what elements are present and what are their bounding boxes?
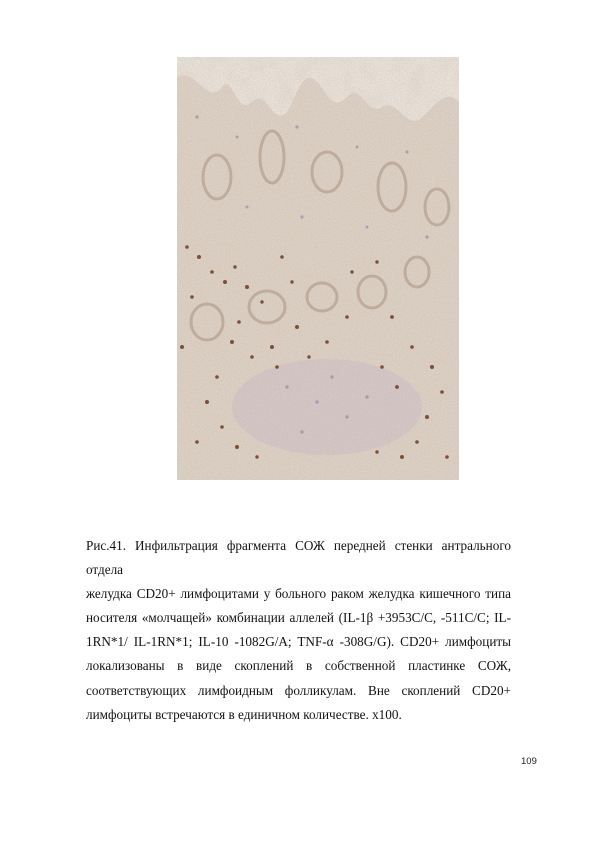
page-number: 109 bbox=[521, 756, 537, 767]
micrograph-image bbox=[177, 57, 459, 480]
figure-caption bbox=[86, 534, 511, 727]
caption-line: лимфоциты встречаются в единичном количестве. x100. bbox=[86, 706, 402, 722]
caption-line: 1RN*1/ IL-1RN*1; IL-10 -1082G/A; TNF-α -308G/G). CD20+ лимфоциты bbox=[86, 634, 511, 650]
caption-line: соответствующих лимфоидным фолликулам. Вне скоплений CD20+ bbox=[86, 682, 511, 698]
caption-line: локализованы в виде скоплений в собственной пластинке СОЖ, bbox=[86, 658, 511, 674]
caption-line: носителя «молчащей» комбинации аллелей (IL-1β +3953C/C, -511C/C; IL- bbox=[86, 610, 511, 626]
caption-line: желудка CD20+ лимфоцитами у больного раком желудка кишечного типа bbox=[86, 586, 511, 602]
caption-line: Рис.41. Инфильтрация фрагмента СОЖ передней стенки антрального отдела bbox=[86, 538, 511, 578]
